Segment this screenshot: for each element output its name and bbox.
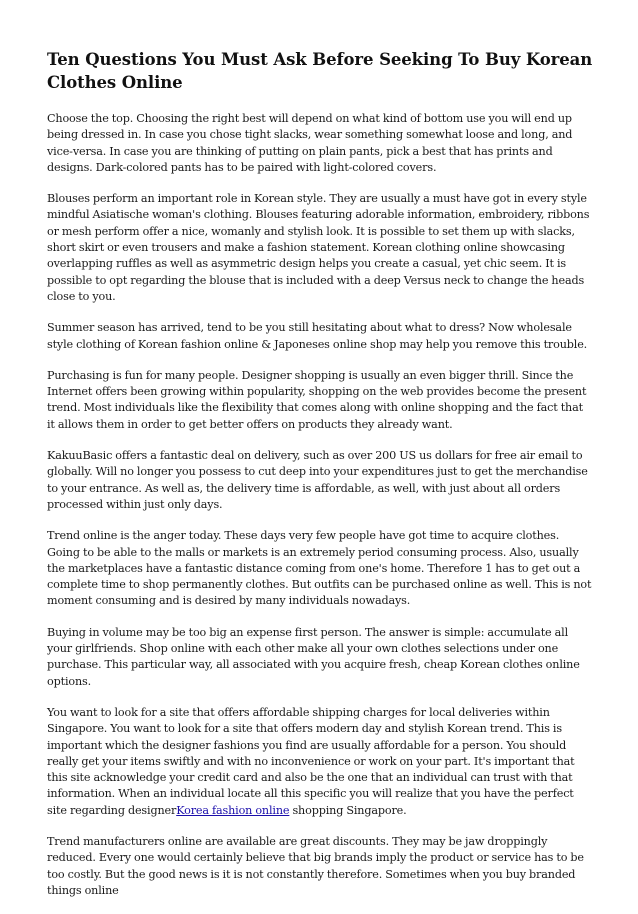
paragraph-purchasing: Purchasing is fun for many people. Designer shopping is usually an even bigger thrill. Since the Internet offers been growing within popularity, shopping on the web provides become the present trend. Most individuals like the flexibility that comes along with online shopping and the fact that it allows them in order to get better offers on products they already want. [47, 368, 587, 431]
paragraph-kakuubasic: KakuuBasic offers a fantastic deal on delivery, such as over 200 US us dollars for free air email to globally. Will no longer you possess to cut deep into your expenditures just to get the merchandise to your entrance. As well as, the delivery time is affordable, as well, with just about all orders processed within just only days. [47, 449, 588, 511]
paragraph-trend-online: Trend online is the anger today. These days very few people have got time to acquire clothes. Going to be able to the malls or markets is an extremely period consuming process. Also, usually the marketplaces have a fantastic distance coming from one's home. Therefore 1 has to get out a complete time to shop permanently clothes. But outfits can be purchased online as well. This is not moment consuming and is desired by many individuals nowadays. [47, 529, 592, 608]
paragraph-buying-volume: Buying in volume may be too big an expense first person. The answer is simple: accumulate all your girlfriends. Shop online with each other make all your own clothes selections under one purchase. This particular way, all associated with you acquire fresh, cheap Korean clothes online options. [47, 625, 580, 688]
paragraph-shipping [47, 705, 593, 819]
paragraph-manufacturers: Trend manufacturers online are available are great discounts. They may be jaw droppingly reduced. Every one would certainly believe that big brands imply the product or service has to be too costly. But the good news is it is not constantly therefore. Sometimes when you buy branded things online [47, 834, 584, 897]
article-title: Ten Questions You Must Ask Before Seeking To Buy Korean Clothes Online [47, 50, 593, 92]
paragraph-summer: Summer season has arrived, tend to be you still hesitating about what to dress? Now wholesale style clothing of Korean fashion online & Japoneses online shop may help you remove this trouble. [47, 321, 588, 351]
paragraph-shipping-text: You want to look for a site that offers affordable shipping charges for local deliveries within Singapore. You want to look for a site that offers modern day and stylish Korean trend. This is important which the designer fashions you find are usually affordable for a person. You should really get your items swiftly and with no inconvenience or work on your part. It's important that this site acknowledge your credit card and also be the one that an individual can trust with that information. When an individual locate all this specific you will realize that you have the perfect site regarding designer [47, 705, 575, 817]
paragraph-blouses: Blouses perform an important role in Korean style. They are usually a must have got in every style mindful Asiatische woman's clothing. Blouses featuring adorable information, embroidery, ribbons or mesh perform offer a nice, womanly and stylish look. It is possible to set them up with slacks, short skirt or even trousers and make a fashion statement. Korean clothing online showcasing overlapping ruffles as well as asymmetric design helps you create a casual, yet chic seem. It is possible to opt regarding the blouse that is included with a deep Versus neck to change the heads close to you. [47, 192, 590, 303]
document-page [47, 48, 593, 914]
korea-fashion-online-link[interactable]: Korea fashion online [176, 803, 290, 817]
paragraph-shipping-tail: shopping Singapore. [289, 803, 407, 817]
paragraph-choose-top: Choose the top. Choosing the right best will depend on what kind of bottom use you will end up being dressed in. In case you chose tight slacks, wear something somewhat loose and long, and vice-versa. In case you are thinking of putting on plain pants, pick a best that has prints and designs. Dark-colored pants has to be paired with light-colored covers. [47, 112, 573, 174]
